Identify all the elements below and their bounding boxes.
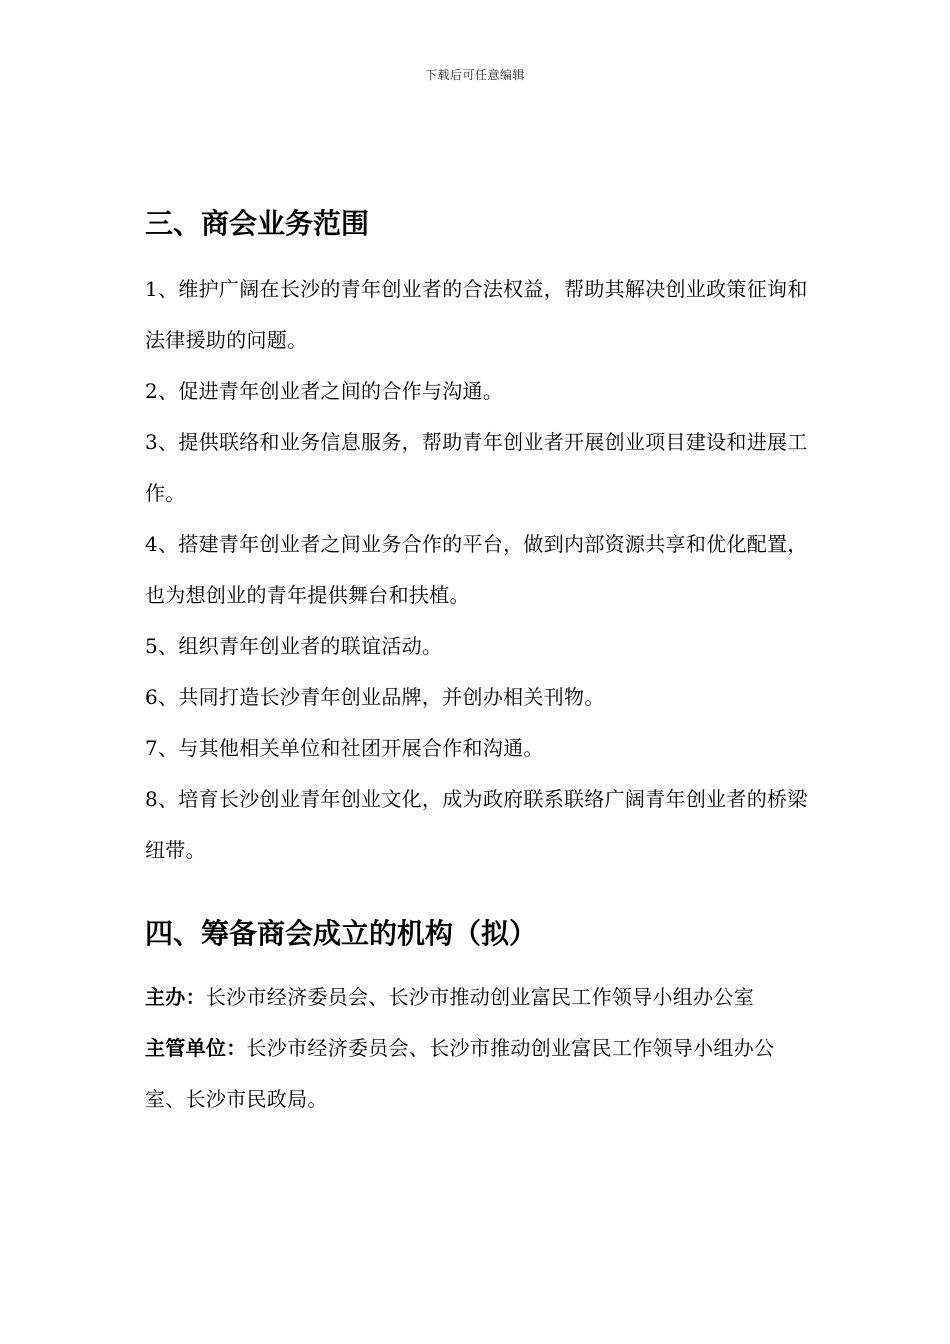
section-heading-preparatory-organization: 四、筹备商会成立的机构（拟） bbox=[145, 917, 538, 950]
organizer-value: 长沙市经济委员会、长沙市推动创业富民工作领导小组办公室 bbox=[205, 985, 755, 1009]
section-heading-business-scope: 三、商会业务范围 bbox=[145, 207, 370, 240]
organizer-label: 主办： bbox=[145, 985, 206, 1009]
list-item: 3、提供联络和业务信息服务，帮助青年创业者开展创业项目建设和进展工作。 bbox=[145, 430, 808, 505]
list-item: 5、组织青年创业者的联谊活动。 bbox=[145, 634, 443, 658]
supervisor-value: 长沙市经济委员会、长沙市推动创业富民工作领导小组办公室、长沙市民政局。 bbox=[145, 1036, 775, 1111]
list-item: 6、共同打造长沙青年创业品牌，并创办相关刊物。 bbox=[145, 685, 605, 709]
supervisor-line bbox=[145, 1023, 810, 1125]
list-item: 2、促进青年创业者之间的合作与沟通。 bbox=[145, 379, 504, 403]
header-note: 下载后可任意编辑 bbox=[424, 68, 525, 82]
supervisor-label: 主管单位： bbox=[145, 1036, 247, 1060]
business-scope-list bbox=[145, 264, 810, 876]
list-item: 1、维护广阔在长沙的青年创业者的合法权益，帮助其解决创业政策征询和法律援助的问题。 bbox=[145, 277, 808, 352]
document-body bbox=[145, 196, 810, 1125]
organizer-line bbox=[145, 972, 810, 1023]
list-item: 4、搭建青年创业者之间业务合作的平台，做到内部资源共享和优化配置，也为想创业的青年提供舞台和扶植。 bbox=[145, 532, 808, 607]
list-item: 7、与其他相关单位和社团开展合作和沟通。 bbox=[145, 736, 544, 760]
list-item: 8、培育长沙创业青年创业文化，成为政府联系联络广阔青年创业者的桥梁纽带。 bbox=[145, 787, 808, 862]
